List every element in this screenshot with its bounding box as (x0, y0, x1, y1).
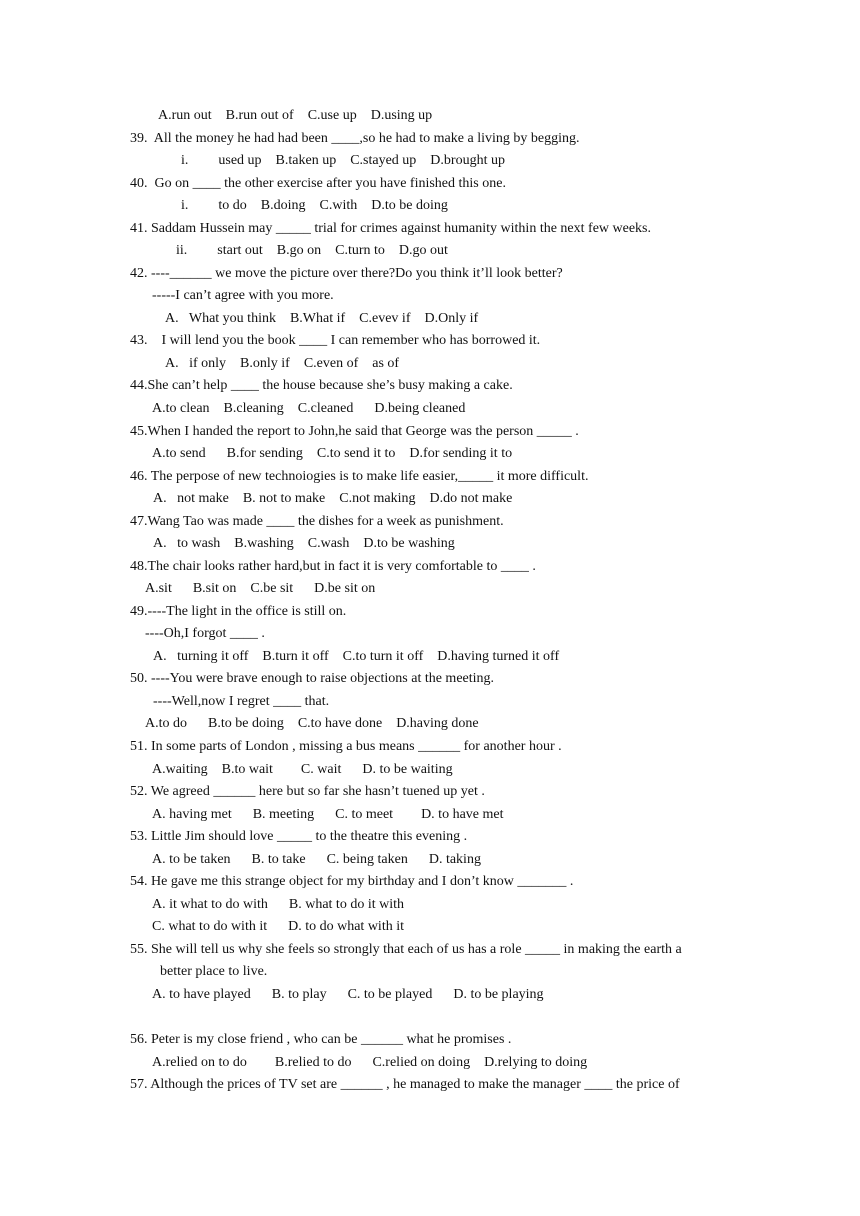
question-54-options-ab: A. it what to do with B. what to do it with (152, 897, 404, 912)
question-40-stem: 40. Go on ____ the other exercise after you have finished this one. (130, 176, 506, 191)
question-38-options: A.run out B.run out of C.use up D.using up (158, 108, 433, 123)
question-57-stem: 57. Although the prices of TV set are ______ , he managed to make the manager ____ the price of (130, 1077, 680, 1092)
question-51-options: A.waiting B.to wait C. wait D. to be waiting (152, 762, 453, 777)
question-52-stem: 52. We agreed ______ here but so far she hasn’t tuened up yet . (130, 784, 485, 799)
question-50-options: A.to do B.to be doing C.to have done D.having done (145, 716, 479, 731)
question-55-stem-continued: better place to live. (160, 964, 268, 979)
question-45-options: A.to send B.for sending C.to send it to D.for sending it to (152, 446, 513, 461)
question-54-options-cd: C. what to do with it D. to do what with it (152, 919, 404, 934)
question-52-options: A. having met B. meeting C. to meet D. to have met (152, 807, 504, 822)
question-47-options: A. to wash B.washing C.wash D.to be washing (153, 536, 455, 551)
list-marker: i. (181, 198, 189, 213)
question-41-stem: 41. Saddam Hussein may _____ trial for crimes against humanity within the next few weeks. (130, 221, 652, 236)
question-48-stem: 48.The chair looks rather hard,but in fact it is very comfortable to ____ . (130, 559, 536, 574)
question-50-stem: 50. ----You were brave enough to raise objections at the meeting. (130, 671, 495, 686)
question-49-options: A. turning it off B.turn it off C.to turn it off D.having turned it off (153, 649, 560, 664)
question-50-reply: ----Well,now I regret ____ that. (153, 694, 330, 709)
question-55-stem: 55. She will tell us why she feels so strongly that each of us has a role _____ in making the earth a (130, 942, 682, 957)
list-marker: ii. (176, 243, 188, 258)
question-43-stem: 43. I will lend you the book ____ I can remember who has borrowed it. (130, 333, 541, 348)
question-40-options: i. to do B.doing C.with D.to be doing (181, 198, 448, 213)
question-53-stem: 53. Little Jim should love _____ to the theatre this evening . (130, 829, 468, 844)
question-46-stem: 46. The perpose of new technoiogies is to make life easier,_____ it more difficult. (130, 469, 589, 484)
question-43-options: A. if only B.only if C.even of as of (165, 356, 400, 371)
question-41-options: ii. start out B.go on C.turn to D.go out (176, 243, 448, 258)
question-51-stem: 51. In some parts of London , missing a bus means ______ for another hour . (130, 739, 562, 754)
question-45-stem: 45.When I handed the report to John,he said that George was the person _____ . (130, 424, 579, 439)
question-48-options: A.sit B.sit on C.be sit D.be sit on (145, 581, 376, 596)
question-47-stem: 47.Wang Tao was made ____ the dishes for a week as punishment. (130, 514, 504, 529)
question-44-options: A.to clean B.cleaning C.cleaned D.being cleaned (152, 401, 466, 416)
question-54-stem: 54. He gave me this strange object for my birthday and I don’t know _______ . (130, 874, 574, 889)
question-56-options: A.relied on to do B.relied to do C.relied on doing D.relying to doing (152, 1055, 588, 1070)
question-42-reply: -----I can’t agree with you more. (152, 288, 334, 303)
question-53-options: A. to be taken B. to take C. being taken D. taking (152, 852, 481, 867)
list-marker: i. (181, 153, 189, 168)
question-39-stem: 39. All the money he had had been ____,so he had to make a living by begging. (130, 131, 580, 146)
question-49-stem: 49.----The light in the office is still on. (130, 604, 347, 619)
question-55-options: A. to have played B. to play C. to be played D. to be playing (152, 987, 544, 1002)
question-56-stem: 56. Peter is my close friend , who can be ______ what he promises . (130, 1032, 512, 1047)
question-44-stem: 44.She can’t help ____ the house because she’s busy making a cake. (130, 378, 513, 393)
question-42-options: A. What you think B.What if C.evev if D.Only if (165, 311, 479, 326)
question-39-options: i. used up B.taken up C.stayed up D.brought up (181, 153, 505, 168)
question-42-stem: 42. ----______ we move the picture over there?Do you think it’ll look better? (130, 266, 563, 281)
question-49-reply: ----Oh,I forgot ____ . (145, 626, 265, 641)
question-46-options: A. not make B. not to make C.not making D.do not make (153, 491, 513, 506)
